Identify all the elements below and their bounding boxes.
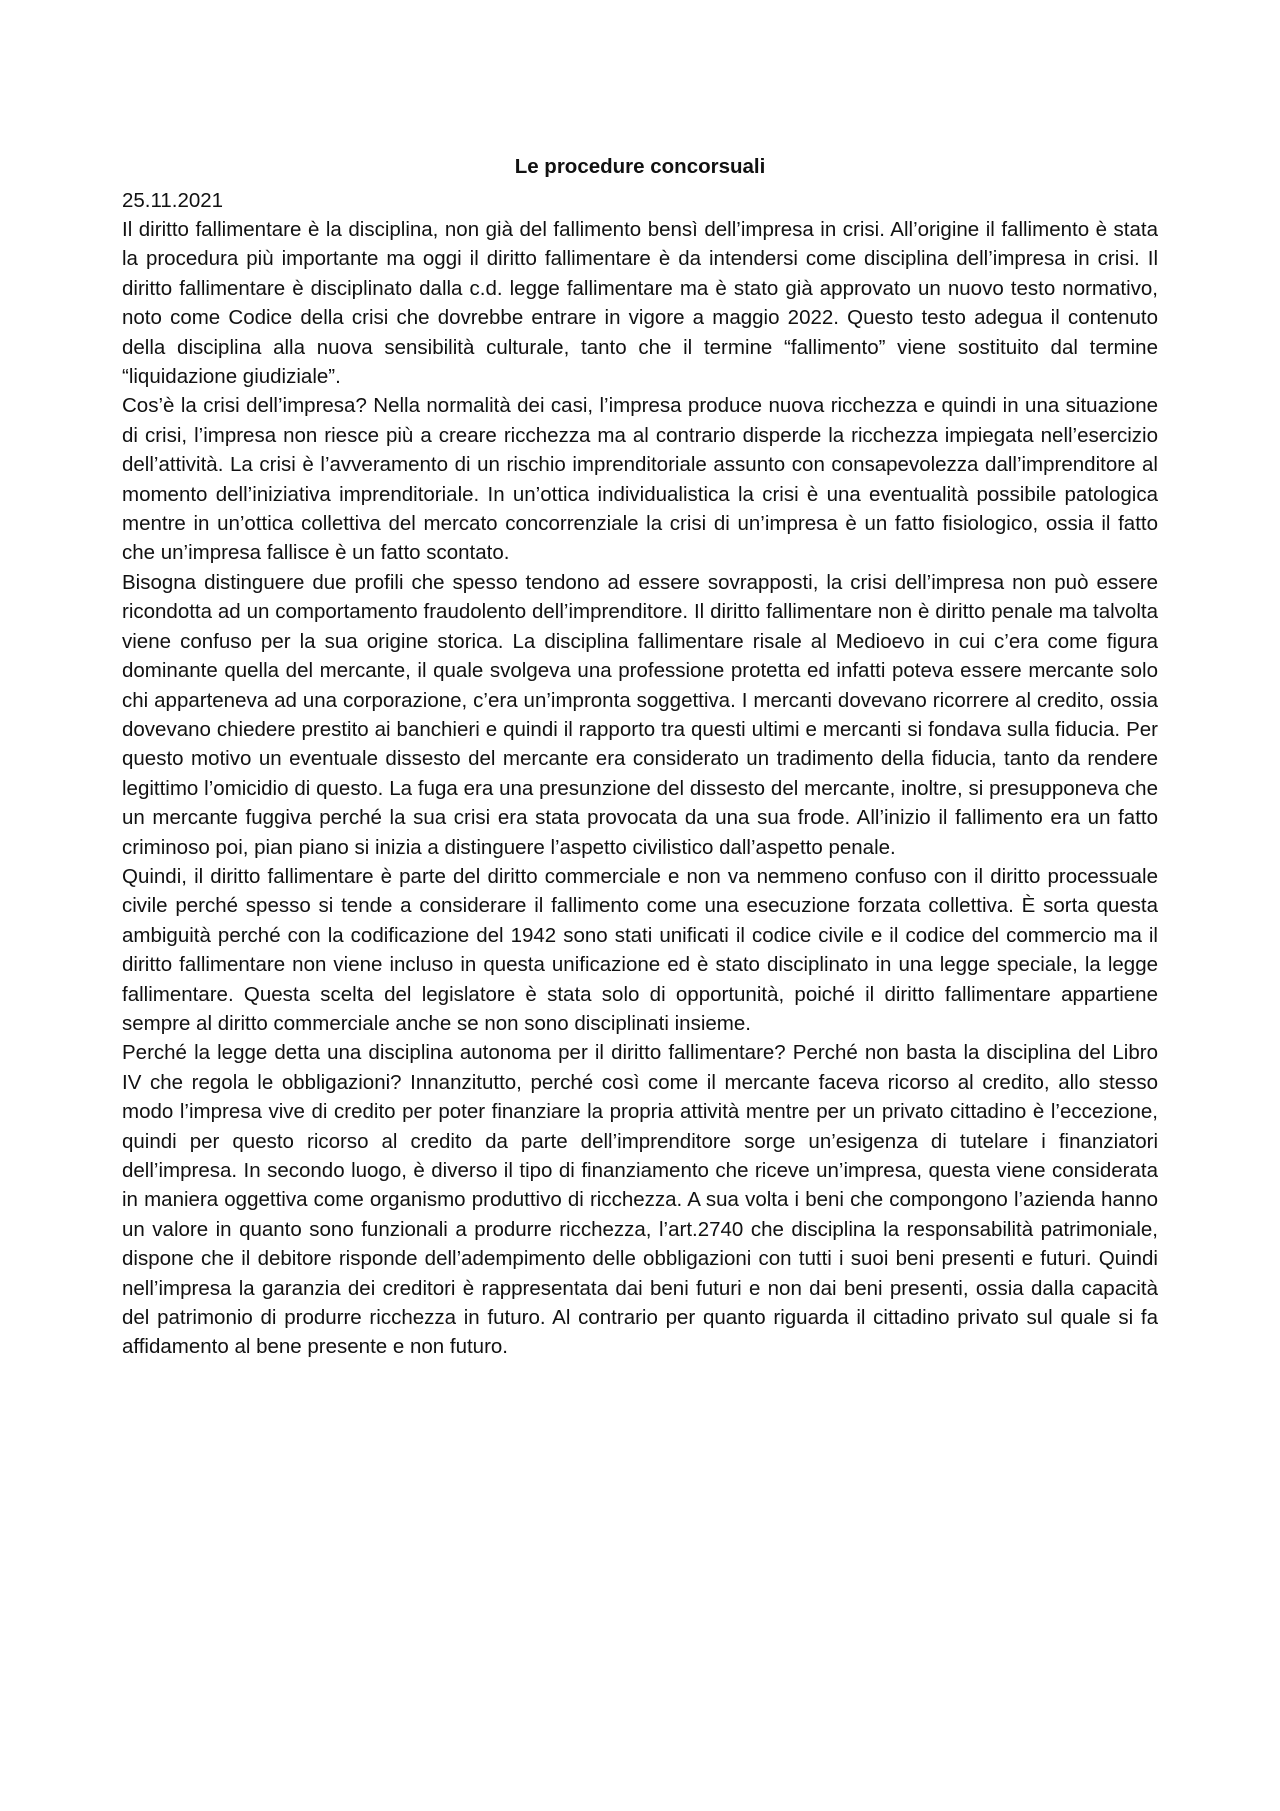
paragraph-1: Il diritto fallimentare è la disciplina, non già del fallimento bensì dell’impresa in crisi. All’origine il fallimento è stata la procedura più importante ma oggi il diritto fallimentare è da intendersi come disciplina dell’impresa in crisi. Il diritto fallimentare è disciplinato dalla c.d. legge fallimentare ma è stato già approvato un nuovo testo normativo, noto come Codice della crisi che dovrebbe entrare in vigore a maggio 2022. Questo testo adegua il contenuto della disciplina alla nuova sensibilità culturale, tanto che il termine “fallimento” viene sostituito dal termine “liquidazione giudiziale”. xyxy=(122,218,1158,389)
paragraph-4: Quindi, il diritto fallimentare è parte del diritto commerciale e non va nemmeno confuso con il diritto processuale civile perché spesso si tende a considerare il fallimento come una esecuzione forzata collettiva. È sorta questa ambiguità perché con la codificazione del 1942 sono stati unificati il codice civile e il codice del commercio ma il diritto fallimentare non viene incluso in questa unificazione ed è stato disciplinato in una legge speciale, la legge fallimentare. Questa scelta del legislatore è stata solo di opportunità, poiché il diritto fallimentare appartiene sempre al diritto commerciale anche se non sono disciplinati insieme. xyxy=(122,864,1158,1035)
paragraph-2: Cos’è la crisi dell’impresa? Nella normalità dei casi, l’impresa produce nuova ricchezza e quindi in una situazione di crisi, l’impresa non riesce più a creare ricchezza ma al contrario disperde la ricchezza impiegata nell’esercizio dell’attività. La crisi è l’avveramento di un rischio imprenditoriale assunto con consapevolezza dall’imprenditore al momento dell’iniziativa imprenditoriale. In un’ottica individualistica la crisi è una eventualità possibile patologica mentre in un’ottica collettiva del mercato concorrenziale la crisi di un’impresa è un fatto fisiologico, ossia il fatto che un’impresa fallisce è un fatto scontato. xyxy=(122,394,1158,565)
page-title: Le procedure concorsuali xyxy=(514,155,766,178)
document-date: 25.11.2021 xyxy=(122,189,224,212)
paragraph-5: Perché la legge detta una disciplina autonoma per il diritto fallimentare? Perché non basta la disciplina del Libro IV che regola le obbligazioni? Innanzitutto, perché così come il mercante faceva ricorso al credito, allo stesso modo l’impresa vive di credito per poter finanziare la propria attività mentre per un privato cittadino è l’eccezione, quindi per questo ricorso al credito da parte dell’imprenditore sorge un’esigenza di tutelare i finanziatori dell’impresa. In secondo luogo, è diverso il tipo di finanziamento che riceve un’impresa, questa viene considerata in maniera oggettiva come organismo produttivo di ricchezza. A sua volta i beni che compongono l’azienda hanno un valore in quanto sono funzionali a produrre ricchezza, l’art.2740 che disciplina la responsabilità patrimoniale, dispone che il debitore risponde dell’adempimento delle obbligazioni con tutti i suoi beni presenti e futuri. Quindi nell’impresa la garanzia dei creditori è rappresentata dai beni futuri e non dai beni presenti, ossia dalla capacità del patrimonio di produrre ricchezza in futuro. Al contrario per quanto riguarda il cittadino privato sul quale si fa affidamento al bene presente e non futuro. xyxy=(122,1041,1158,1359)
paragraph-3: Bisogna distinguere due profili che spesso tendono ad essere sovrapposti, la crisi dell’impresa non può essere ricondotta ad un comportamento fraudolento dell’imprenditore. Il diritto fallimentare non è diritto penale ma talvolta viene confuso per la sua origine storica. La disciplina fallimentare risale al Medioevo in cui c’era come figura dominante quella del mercante, il quale svolgeva una professione protetta ed infatti poteva essere mercante solo chi apparteneva ad una corporazione, c’era un’impronta soggettiva. I mercanti dovevano ricorrere al credito, ossia dovevano chiedere prestito ai banchieri e quindi il rapporto tra questi ultimi e mercanti si fondava sulla fiducia. Per questo motivo un eventuale dissesto del mercante era considerato un tradimento della fiducia, tanto da rendere legittimo l’omicidio di questo. La fuga era una presunzione del dissesto del mercante, inoltre, si presupponeva che un mercante fuggiva perché la sua crisi era stata provocata da una sua frode. All’inizio il fallimento era un fatto criminoso poi, pian piano si inizia a distinguere l’aspetto civilistico dall’aspetto penale. xyxy=(122,570,1158,859)
